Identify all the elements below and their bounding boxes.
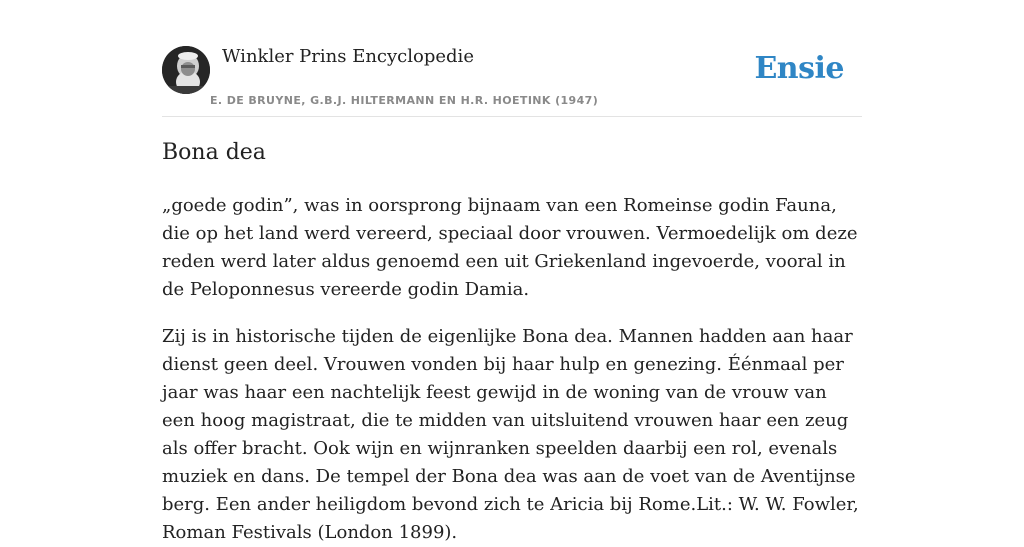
ensie-logo[interactable]: Ensie xyxy=(754,51,844,86)
author-portrait-icon[interactable] xyxy=(162,46,210,94)
publication-authors: E. DE BRUYNE, G.B.J. HILTERMANN EN H.R. HOETINK (1947) xyxy=(210,94,599,107)
publication-title[interactable]: Winkler Prins Encyclopedie xyxy=(222,46,474,67)
entry-title: Bona dea xyxy=(162,140,266,165)
page xyxy=(162,0,862,543)
header xyxy=(162,0,862,117)
entry-paragraph-2: Zij is in historische tijden de eigenlijke Bona dea. Mannen hadden aan haar dienst geen deel. Vrouwen vonden bij haar hulp en genezing. Éénmaal per jaar was haar een nachtelijk feest gewijd in de woning van de vrouw van een hoog magistraat, die te midden van uitsluitend vrouwen haar een zeug als offer bracht. Ook wijn en wijnranken speelden daarbij een rol, evenals muziek en dans. De tempel der Bona dea was aan de voet van de Aventijnse berg. Een ander heiligdom bevond zich te Aricia bij Rome.Lit.: W. W. Fowler, Roman Festivals (London 1899). xyxy=(162,326,859,543)
entry-paragraph-1: „goede godin”, was in oorsprong bijnaam van een Romeinse godin Fauna, die op het land werd vereerd, speciaal door vrouwen. Vermoedelijk om deze reden werd later aldus genoemd een uit Griekenland ingevoerde, vooral in de Peloponnesus vereerde godin Damia. xyxy=(162,195,858,300)
